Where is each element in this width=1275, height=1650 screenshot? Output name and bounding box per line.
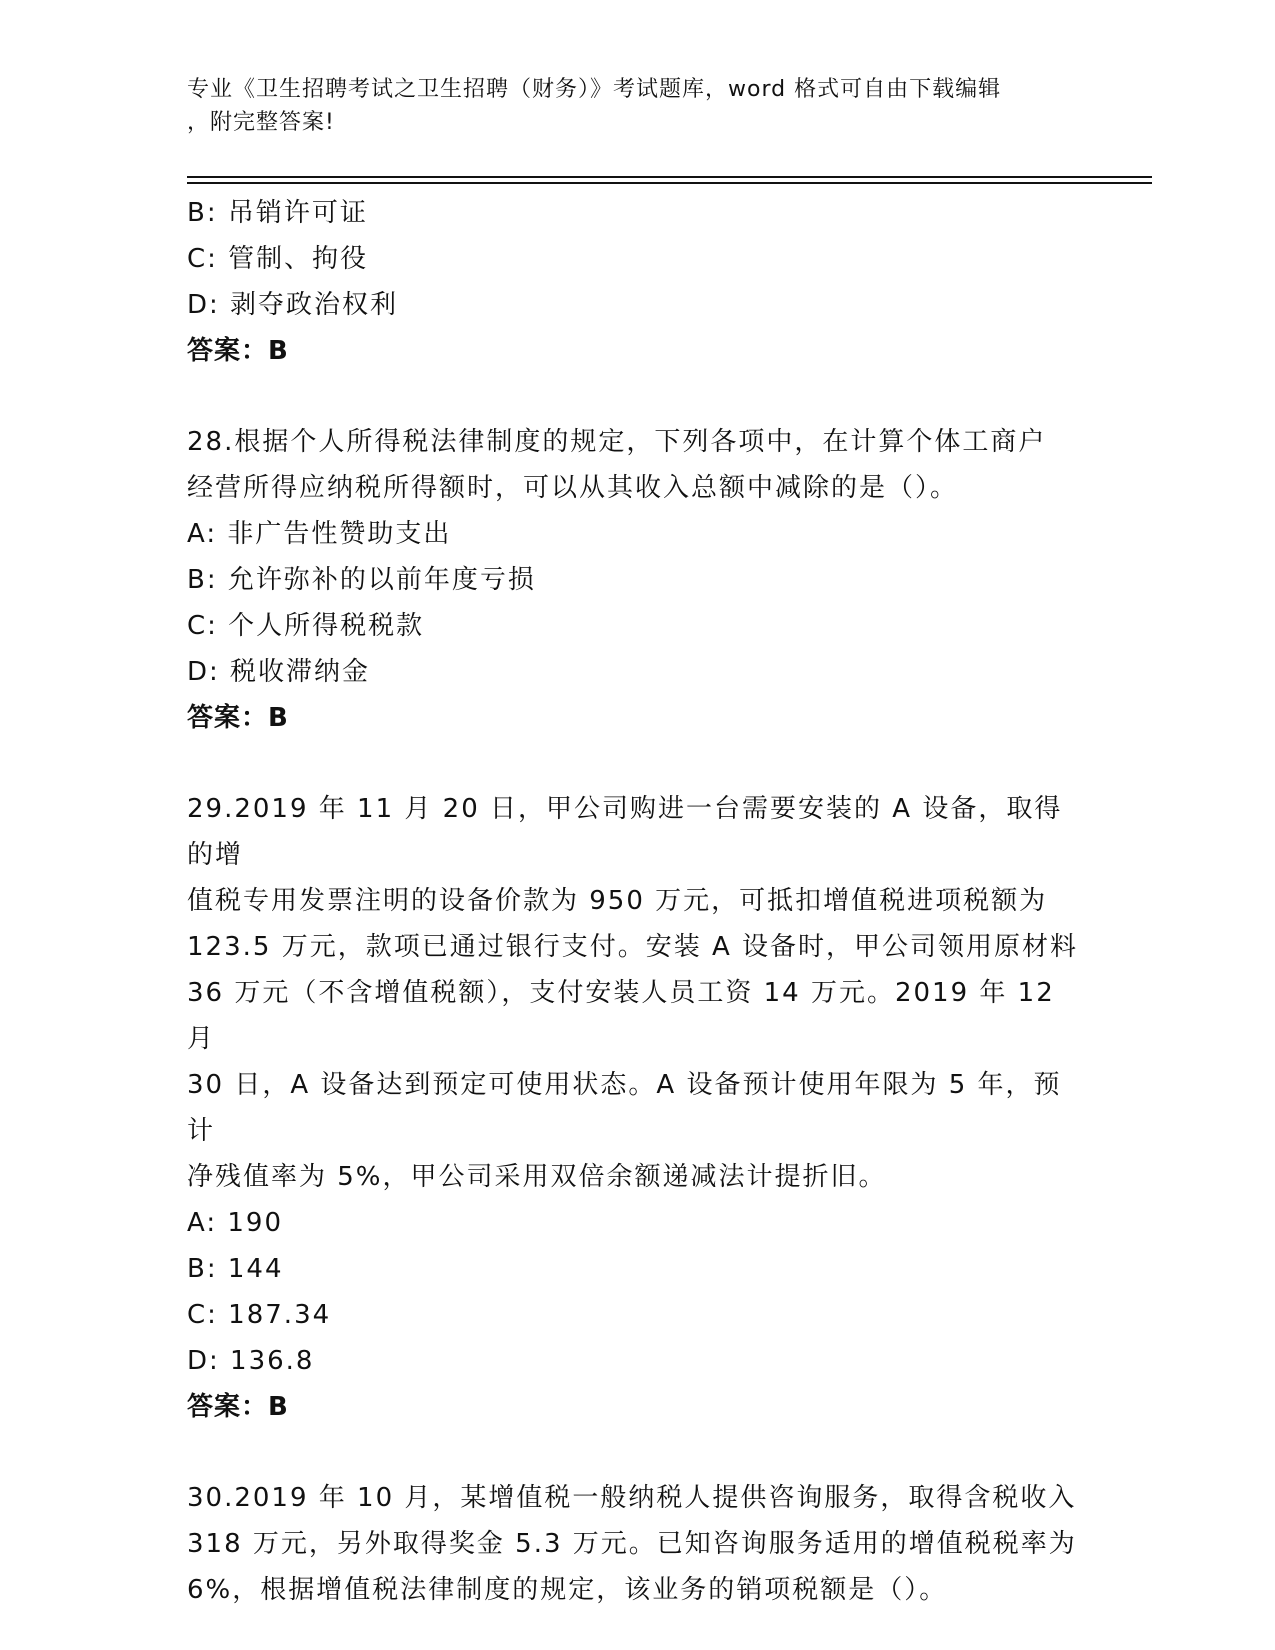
q28-option-c: C: 个人所得税税款	[187, 611, 425, 641]
q27-option-c: C: 管制、拘役	[187, 244, 369, 274]
header-divider-bottom	[187, 182, 1152, 184]
q28-option-b: B: 允许弥补的以前年度亏损	[187, 565, 536, 595]
question-28-block	[187, 419, 1087, 741]
q29-answer: 答案：B	[187, 1392, 289, 1422]
q29-option-d: D: 136.8	[187, 1346, 315, 1376]
q29-option-c: C: 187.34	[187, 1300, 332, 1330]
question-29-block	[187, 786, 1087, 1430]
q29-question-text: 29.2019 年 11 月 20 日，甲公司购进一台需要安装的 A 设备，取得的增 值税专用发票注明的设备价款为 950 万元，可抵扣增值税进项税额为 123.5 万元，款项已通过银行支付。安装 A 设备时，甲公司领用原材料 36 万元（不含增值税额），支付安装人员工资 14 万元。2019 年 12 月 30 日，A 设备达到预定可使用状态。A 设备预计使用年限为 5 年，预计 净残值率为 5%，甲公司采用双倍余额递减法计提折旧。	[187, 794, 1079, 1192]
header-divider-top	[187, 176, 1152, 178]
q27-option-d: D: 剥夺政治权利	[187, 290, 399, 320]
header-line-1: 专业《卫生招聘考试之卫生招聘（财务）》考试题库，word 格式可自由下载编辑	[187, 77, 1002, 102]
header-line-2: ，附完整答案!	[187, 110, 335, 135]
q28-option-a: A: 非广告性赞助支出	[187, 519, 452, 549]
q29-option-b: B: 144	[187, 1254, 284, 1284]
question-30-block	[187, 1475, 1087, 1613]
q29-option-a: A: 190	[187, 1208, 283, 1238]
q27-option-b: B: 吊销许可证	[187, 198, 368, 228]
document-header	[187, 73, 1067, 139]
q28-option-d: D: 税收滞纳金	[187, 657, 371, 687]
q28-question-text: 28.根据个人所得税法律制度的规定，下列各项中，在计算个体工商户 经营所得应纳税所得额时，可以从其收入总额中减除的是（）。	[187, 427, 1047, 503]
question-content	[187, 190, 1087, 1613]
q30-question-text: 30.2019 年 10 月，某增值税一般纳税人提供咨询服务，取得含税收入 318 万元，另外取得奖金 5.3 万元。已知咨询服务适用的增值税税率为 6%，根据增值税法律制度的规定，该业务的销项税额是（）。	[187, 1483, 1077, 1605]
q28-answer: 答案：B	[187, 703, 289, 733]
q27-answer: 答案：B	[187, 336, 289, 366]
question-27-block	[187, 190, 1087, 374]
